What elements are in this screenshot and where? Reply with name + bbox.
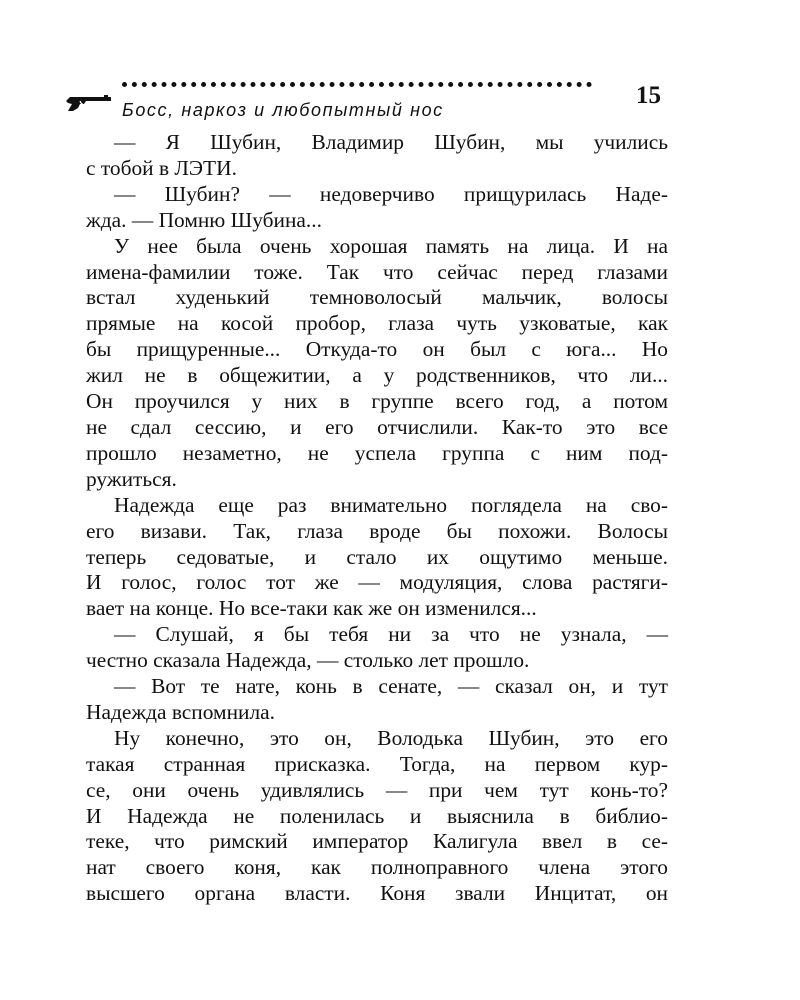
- header-dotted-rule: [122, 82, 592, 93]
- text-line: Надежда еще раз внимательно поглядела на сво-: [114, 492, 668, 517]
- text-line: встал худенький темноволосый мальчик, волосы: [86, 285, 668, 310]
- text-line: И голос, голос тот же — модуляция, слова растяги-: [86, 570, 668, 595]
- text-line: ружиться.: [86, 466, 177, 491]
- text-line: Он проучился у них в группе всего год, а потом: [86, 389, 668, 414]
- text-line: — Слушай, я бы тебя ни за что не узнала, —: [114, 622, 668, 647]
- page-number: 15: [636, 82, 661, 109]
- running-header: [64, 78, 664, 122]
- text-line: Ну конечно, это он, Володька Шубин, это его: [114, 725, 668, 750]
- text-line: И Надежда не поленилась и выяснила в библио-: [86, 803, 668, 828]
- text-line: имена-фамилии тоже. Так что сейчас перед глазами: [86, 259, 668, 284]
- text-line: Надежда вспомнила.: [86, 699, 275, 724]
- text-line: нат своего коня, как полноправного члена этого: [86, 855, 668, 880]
- text-line: — Вот те нате, конь в сенате, — сказал он, и тут: [114, 674, 668, 699]
- text-line: се, они очень удивлялись — при чем тут конь-то?: [86, 777, 668, 802]
- text-line: его визави. Так, глаза вроде бы похожи. Волосы: [86, 518, 668, 543]
- revolver-icon: [64, 88, 112, 112]
- text-line: жил не в общежитии, а у родственников, что ли...: [86, 363, 668, 388]
- body-text: [86, 130, 668, 907]
- text-line: жда. — Помню Шубина...: [86, 207, 322, 232]
- book-title: Босс, наркоз и любопытный нос: [122, 100, 444, 120]
- text-line: высшего органа власти. Коня звали Инцитат, он: [86, 881, 668, 906]
- text-line: У нее была очень хорошая память на лица. И на: [114, 233, 668, 258]
- text-line: вает на конце. Но все-таки как же он изменился...: [86, 596, 537, 621]
- text-line: не сдал сессию, и его отчислили. Как-то это все: [86, 414, 668, 439]
- text-line: теперь седоватые, и стало их ощутимо меньше.: [86, 544, 668, 569]
- text-line: честно сказала Надежда, — столько лет прошло.: [86, 648, 530, 673]
- text-line: — Я Шубин, Владимир Шубин, мы учились: [114, 130, 668, 154]
- text-line: такая странная присказка. Тогда, на первом кур-: [86, 751, 668, 776]
- text-line: — Шубин? — недоверчиво прищурилась Наде-: [114, 181, 668, 206]
- text-line: прямые на косой пробор, глаза чуть узковатые, как: [86, 311, 668, 336]
- text-line: прошло незаметно, не успела группа с ним под-: [86, 440, 668, 465]
- text-line: бы прищуренные... Откуда-то он был с юга... Но: [86, 337, 668, 362]
- text-line: с тобой в ЛЭТИ.: [86, 155, 237, 180]
- text-line: теке, что римский император Калигула ввел в се-: [86, 829, 668, 854]
